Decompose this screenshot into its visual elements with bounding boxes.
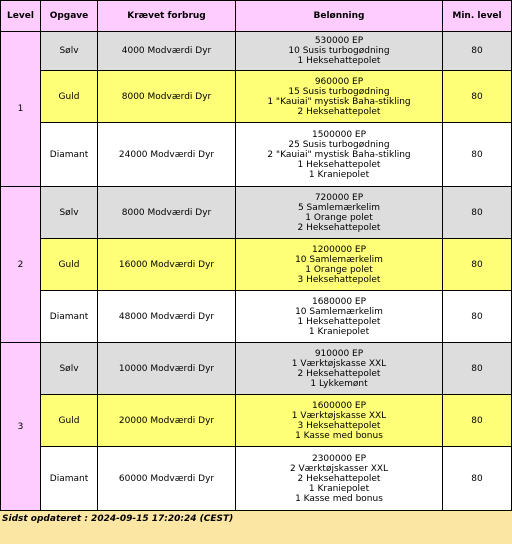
- task-cell: Guld: [41, 395, 98, 447]
- reward-line: 960000 EP: [314, 76, 364, 87]
- min-level-cell: 80: [443, 291, 512, 343]
- required-cell: 4000 Modværdi Dyr: [98, 32, 236, 71]
- table-row: [1, 343, 512, 395]
- required-cell: 60000 Modværdi Dyr: [98, 447, 236, 511]
- reward-line: 1 Kraniepolet: [308, 483, 370, 494]
- required-cell: 48000 Modværdi Dyr: [98, 291, 236, 343]
- reward-line: 1680000 EP: [311, 296, 367, 307]
- task-cell: Sølv: [41, 343, 98, 395]
- reward-line: 10 Samlemærkelim: [295, 254, 383, 265]
- min-level-cell: 80: [443, 71, 512, 123]
- reward-line: 720000 EP: [314, 192, 364, 203]
- required-cell: 10000 Modværdi Dyr: [98, 343, 236, 395]
- reward-line: 1 Orange polet: [305, 264, 373, 275]
- level-cell: 1: [1, 32, 41, 187]
- table-row: [1, 395, 512, 447]
- level-cell: 2: [1, 187, 41, 343]
- reward-line: 2 Heksehattepolet: [297, 106, 381, 117]
- reward-cell: [236, 447, 443, 511]
- reward-cell: [236, 123, 443, 187]
- reward-line: 1 Kraniepolet: [308, 169, 370, 180]
- reward-line: 2 Heksehattepolet: [297, 368, 381, 379]
- reward-line: 5 Samlemærkelim: [297, 202, 381, 213]
- reward-line: 2 "Kauiai" mystisk Baha-stikling: [267, 149, 411, 160]
- reward-line: 1200000 EP: [311, 244, 367, 255]
- reward-line: 1 "Kauiai" mystisk Baha-stikling: [267, 96, 411, 107]
- min-level-cell: 80: [443, 395, 512, 447]
- last-updated-text: Sidst opdateret : 2024-09-15 17:20:24 (CEST): [2, 514, 234, 524]
- reward-line: 2 Værktøjskasser XXL: [289, 463, 389, 474]
- reward-line: 1 Orange polet: [305, 212, 373, 223]
- reward-cell: [236, 343, 443, 395]
- min-level-cell: 80: [443, 447, 512, 511]
- min-level-cell: 80: [443, 187, 512, 239]
- reward-line: 1 Kraniepolet: [308, 326, 370, 337]
- task-cell: Diamant: [41, 123, 98, 187]
- header-task: Opgave: [41, 1, 98, 32]
- task-cell: Sølv: [41, 187, 98, 239]
- required-cell: 24000 Modværdi Dyr: [98, 123, 236, 187]
- min-level-cell: 80: [443, 239, 512, 291]
- reward-line: 1 Heksehattepolet: [297, 56, 381, 66]
- reward-line: 910000 EP: [314, 348, 364, 359]
- level-cell: 3: [1, 343, 41, 511]
- header-reward: Belønning: [236, 1, 443, 32]
- required-cell: 16000 Modværdi Dyr: [98, 239, 236, 291]
- task-cell: Guld: [41, 239, 98, 291]
- reward-cell: [236, 32, 443, 71]
- reward-cell: [236, 239, 443, 291]
- table-row: [1, 32, 512, 71]
- reward-line: 2300000 EP: [311, 453, 367, 464]
- reward-line: 1600000 EP: [311, 400, 367, 411]
- table-row: [1, 187, 512, 239]
- reward-line: 15 Susis turbogødning: [288, 86, 390, 97]
- table-row: [1, 71, 512, 123]
- table-row: [1, 447, 512, 511]
- header-level: Level: [1, 1, 41, 32]
- reward-line: 1 Værktøjskasse XXL: [291, 410, 387, 421]
- header-required: Krævet forbrug: [98, 1, 236, 32]
- table-row: [1, 239, 512, 291]
- reward-cell: [236, 187, 443, 239]
- required-cell: 8000 Modværdi Dyr: [98, 71, 236, 123]
- reward-cell: [236, 71, 443, 123]
- table-row: [1, 123, 512, 187]
- reward-line: 3 Heksehattepolet: [297, 420, 381, 431]
- reward-line: 25 Susis turbogødning: [288, 139, 390, 150]
- reward-line: 1 Kasse med bonus: [295, 493, 383, 504]
- reward-line: 3 Heksehattepolet: [297, 274, 381, 285]
- reward-line: 1 Værktøjskasse XXL: [291, 358, 387, 369]
- table-row: [1, 291, 512, 343]
- reward-line: 10 Samlemærkelim: [295, 306, 383, 317]
- reward-line: 1500000 EP: [311, 129, 367, 140]
- task-cell: Diamant: [41, 447, 98, 511]
- required-cell: 20000 Modværdi Dyr: [98, 395, 236, 447]
- reward-line: 1 Kasse med bonus: [295, 430, 383, 441]
- task-cell: Diamant: [41, 291, 98, 343]
- reward-cell: [236, 395, 443, 447]
- task-cell: Guld: [41, 71, 98, 123]
- reward-line: 2 Heksehattepolet: [297, 473, 381, 484]
- min-level-cell: 80: [443, 123, 512, 187]
- reward-cell: [236, 291, 443, 343]
- reward-line: 10 Susis turbogødning: [288, 46, 390, 56]
- min-level-cell: 80: [443, 32, 512, 71]
- header-min-level: Min. level: [443, 1, 512, 32]
- required-cell: 8000 Modværdi Dyr: [98, 187, 236, 239]
- reward-line: 2 Heksehattepolet: [297, 222, 381, 233]
- task-cell: Sølv: [41, 32, 98, 71]
- reward-line: 1 Heksehattepolet: [297, 316, 381, 327]
- reward-line: 530000 EP: [314, 36, 364, 46]
- reward-line: 1 Lykkemønt: [310, 378, 368, 389]
- reward-line: 1 Heksehattepolet: [297, 159, 381, 170]
- header-row: [1, 1, 512, 32]
- min-level-cell: 80: [443, 343, 512, 395]
